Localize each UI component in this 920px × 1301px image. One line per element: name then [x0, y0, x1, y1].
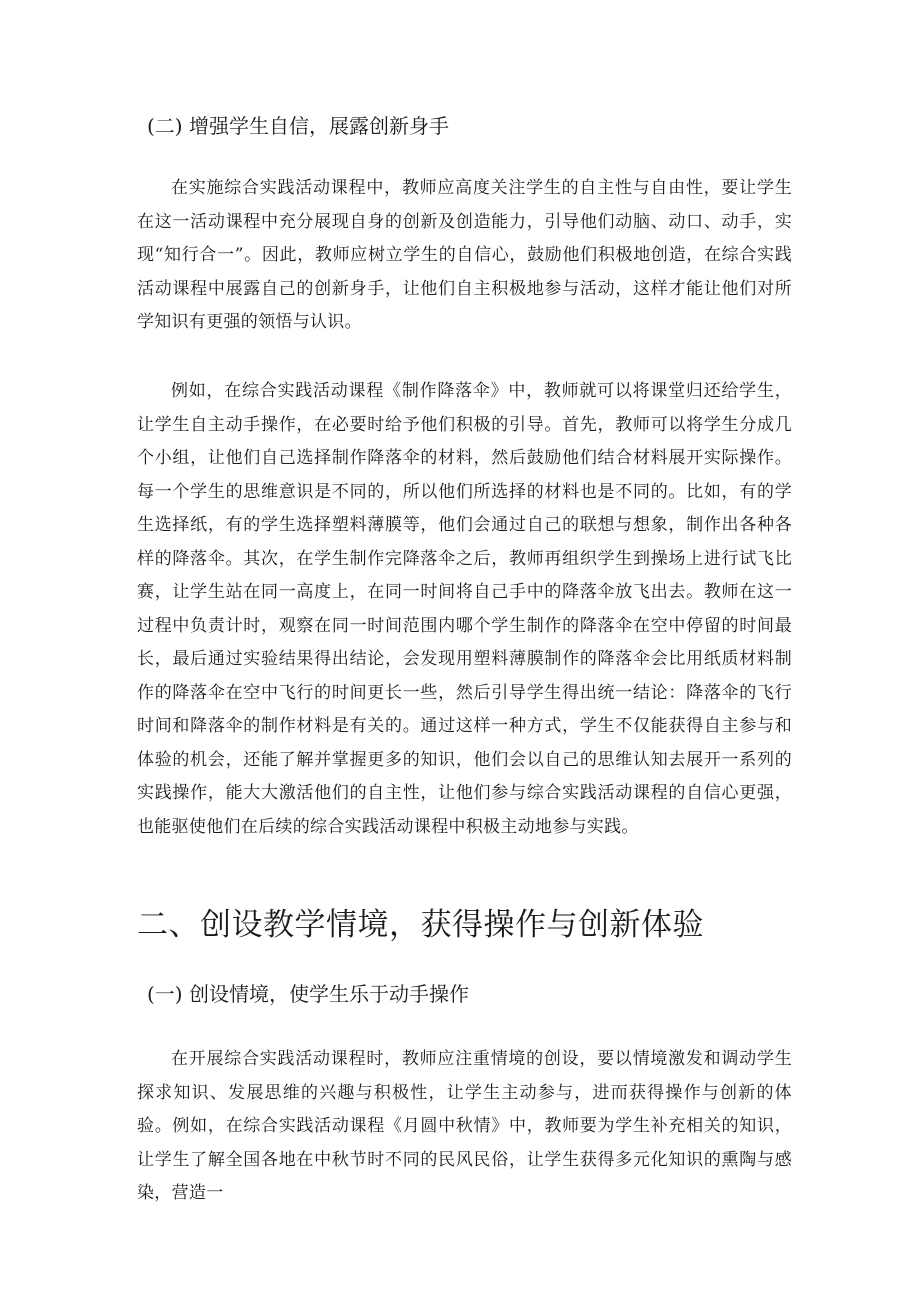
paragraph-confidence-intro: 在实施综合实践活动课程中，教师应高度关注学生的自主性与自由性，要让学生在这一活动课程中充分展现自身的创新及创造能力，引导他们动脑、动口、动手，实现“知行合一”。因此，教师应树立学生的自信心，鼓励他们积极地创造，在综合实践活动课程中展露自己的创新身手，让他们自主积极地参与活动，这样才能让他们对所学知识有更强的领悟与认识。: [137, 178, 792, 332]
subheading-2-enhance-confidence: (二) 增强学生自信，展露创新身手: [147, 114, 449, 138]
paragraph-situation-intro: 在开展综合实践活动课程时，教师应注重情境的创设，要以情境激发和调动学生探求知识、发展思维的兴趣与积极性，让学生主动参与，进而获得操作与创新的体验。例如，在综合实践活动课程《月圆中秋情》中，教师要为学生补充相关的知识，让学生了解全国各地在中秋节时不同的民风民俗，让学生获得多元化知识的熏陶与感染，营造一: [137, 1049, 792, 1203]
subheading-1-create-situation: (一) 创设情境，使学生乐于动手操作: [147, 982, 469, 1006]
section-title-2: 二、创设教学情境，获得操作与创新体验: [137, 907, 704, 943]
paragraph-parachute-example: 例如，在综合实践活动课程《制作降落伞》中，教师就可以将课堂归还给学生，让学生自主动手操作，在必要时给予他们积极的引导。首先，教师可以将学生分成几个小组，让他们自己选择制作降落伞的材料，然后鼓励他们结合材料展开实际操作。每一个学生的思维意识是不同的，所以他们所选择的材料也是不同的。比如，有的学生选择纸，有的学生选择塑料薄膜等，他们会通过自己的联想与想象，制作出各种各样的降落伞。其次，在学生制作完降落伞之后，教师再组织学生到操场上进行试飞比赛，让学生站在同一高度上，在同一时间将自己手中的降落伞放飞出去。教师在这一过程中负责计时，观察在同一时间范围内哪个学生制作的降落伞在空中停留的时间最长，最后通过实验结果得出结论，会发现用塑料薄膜制作的降落伞会比用纸质材料制作的降落伞在空中飞行的时间更长一些，然后引导学生得出统一结论：降落伞的飞行时间和降落伞的制作材料是有关的。通过这样一种方式，学生不仅能获得自主参与和体验的机会，还能了解并掌握更多的知识，他们会以自己的思维认知去展开一系列的实践操作，能大大激活他们的自主性，让他们参与综合实践活动课程的自信心更强，也能驱使他们在后续的综合实践活动课程中积极主动地参与实践。: [137, 381, 792, 837]
